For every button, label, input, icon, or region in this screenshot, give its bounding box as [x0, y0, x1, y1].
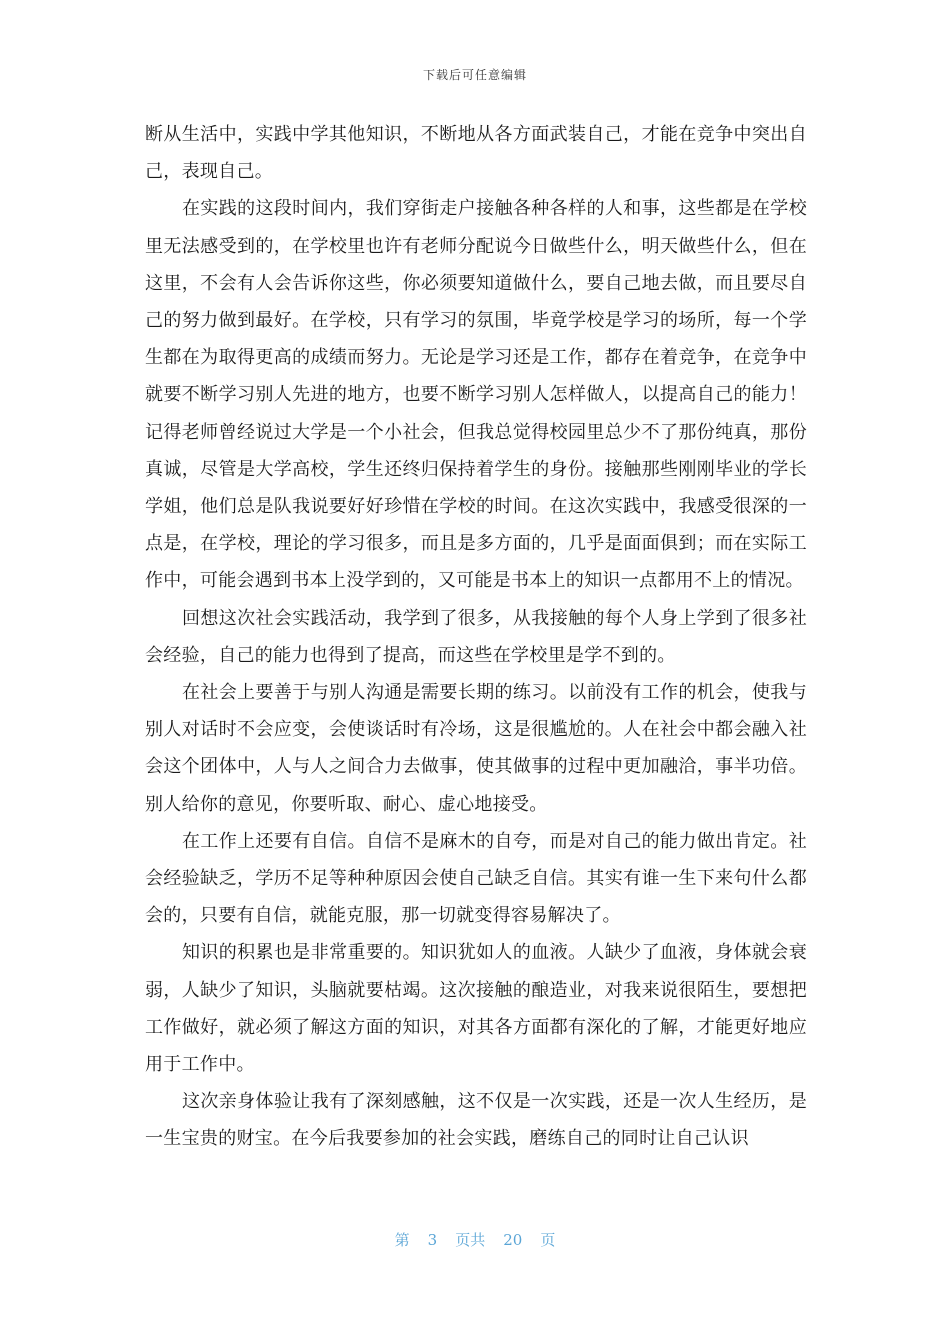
paragraph: 在工作上还要有自信。自信不是麻木的自夸，而是对自己的能力做出肯定。社会经验缺乏，学历不足等种种原因会使自己缺乏自信。其实有谁一生下来句什么都会的，只要有自信，就能克服，那一切就变得容易解决了。 — [145, 830, 807, 927]
paragraph: 这次亲身体验让我有了深刻感触，这不仅是一次实践，还是一次人生经历，是一生宝贵的财宝。在今后我要参加的社会实践，磨练自己的同时让自己认识 — [145, 1091, 807, 1150]
page-footer — [0, 1229, 950, 1250]
page-header: 下载后可任意编辑 — [422, 68, 527, 82]
paragraph-continuation: 断从生活中，实践中学其他知识，不断地从各方面武装自己，才能在竞争中突出自己，表现自己。 — [145, 124, 807, 183]
paragraph: 知识的积累也是非常重要的。知识犹如人的血液。人缺少了血液，身体就会衰弱，人缺少了知识，头脑就要枯竭。这次接触的酿造业，对我来说很陌生，要想把工作做好，就必须了解这方面的知识，对其各方面都有深化的了解，才能更好地应用于工作中。 — [145, 942, 807, 1076]
total-pages-number: 20 — [503, 1231, 523, 1249]
current-page-number: 3 — [427, 1231, 438, 1249]
paragraph: 回想这次社会实践活动，我学到了很多，从我接触的每个人身上学到了很多社会经验，自己的能力也得到了提高，而这些在学校里是学不到的。 — [145, 607, 807, 666]
page-suffix: 页 — [540, 1231, 556, 1249]
paragraph: 在社会上要善于与别人沟通是需要长期的练习。以前没有工作的机会，使我与别人对话时不会应变，会使谈话时有冷场，这是很尴尬的。人在社会中都会融入社会这个团体中，人与人之间合力去做事，使其做事的过程中更加融洽，事半功倍。别人给你的意见，你要听取、耐心、虚心地接受。 — [145, 682, 807, 815]
paragraph: 在实践的这段时间内，我们穿街走户接触各种各样的人和事，这些都是在学校里无法感受到的，在学校里也许有老师分配说今日做些什么，明天做些什么，但在这里，不会有人会告诉你这些，你必须要知道做什么，要自己地去做，而且要尽自己的努力做到最好。在学校，只有学习的氛围，毕竟学校是学习的场所，每一个学生都在为取得更高的成绩而努力。无论是学习还是工作，都存在着竞争，在竞争中就要不断学习别人先进的地方，也要不断学习别人怎样做人，以提高自己的能力！记得老师曾经说过大学是一个小社会，但我总觉得校园里总少不了那份纯真，那份真诚，尽管是大学高校，学生还终归保持着学生的身份。接触那些刚刚毕业的学长学姐，他们总是队我说要好好珍惜在学校的时间。在这次实践中，我感受很深的一点是，在学校，理论的学习很多，而且是多方面的，几乎是面面俱到；而在实际工作中，可能会遇到书本上没学到的，又可能是书本上的知识一点都用不上的情况。 — [145, 198, 807, 592]
page-prefix: 第 — [394, 1231, 410, 1249]
document-body — [145, 116, 807, 1158]
page-middle: 页共 — [455, 1231, 486, 1249]
